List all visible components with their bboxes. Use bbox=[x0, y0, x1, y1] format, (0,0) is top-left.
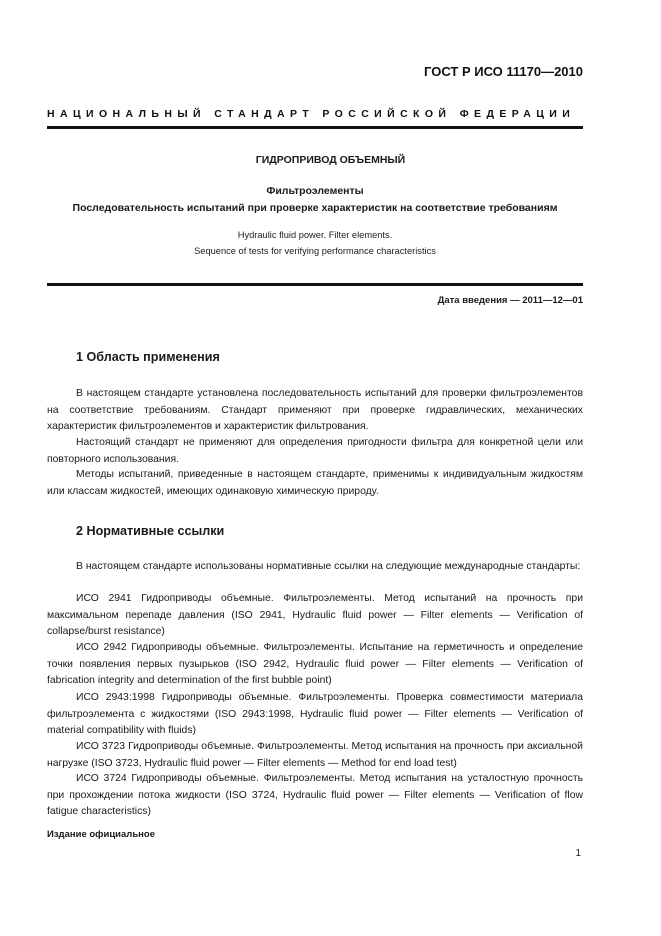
standard-banner: НАЦИОНАЛЬНЫЙ СТАНДАРТ РОССИЙСКОЙ ФЕДЕРАЦИИ bbox=[47, 108, 576, 120]
reference-item: ИСО 3724 Гидроприводы объемные. Фильтроэлементы. Метод испытания на усталостную прочность при прохождении потока жидкости (ISO 3724, Hydraulic fluid power — Filter elements — Verification of flow fatigue characteristics) bbox=[47, 773, 583, 817]
subtitle-line-1: Фильтроэлементы bbox=[266, 185, 364, 197]
english-title bbox=[0, 227, 630, 259]
subtitle-line-2: Последовательность испытаний при проверке характеристик на соответствие требованиям bbox=[72, 202, 558, 214]
effective-date: Дата введения — 2011—12—01 bbox=[437, 295, 583, 306]
edition-label: Издание официальное bbox=[47, 829, 155, 840]
document-subtitle bbox=[0, 183, 630, 217]
english-title-line-1: Hydraulic fluid power. Filter elements. bbox=[237, 230, 393, 240]
english-title-line-2: Sequence of tests for verifying performance characteristics bbox=[194, 246, 436, 256]
top-divider bbox=[47, 126, 583, 129]
reference-item: ИСО 2942 Гидроприводы объемные. Фильтроэлементы. Испытание на герметичность и определение точки появления первых пузырьков (ISO 2942, Hydraulic fluid power — Filter elements — Verification of fabrication integrity and determination of the first bubble point) bbox=[47, 642, 583, 686]
reference-item: ИСО 2941 Гидроприводы объемные. Фильтроэлементы. Метод испытаний на прочность при максимальном перепаде давления (ISO 2941, Hydraulic fluid power — Filter elements — Verification of collapse/burst resistance) bbox=[47, 593, 583, 637]
document-code: ГОСТ Р ИСО 11170—2010 bbox=[424, 64, 583, 79]
title-divider bbox=[47, 283, 583, 286]
section-1-paragraph: В настоящем стандарте установлена последовательность испытаний для проверки фильтроэлементов на соответствие требованиям. Стандарт применяют при проверке гидравлических, механических характеристик фильтроэлементов и характеристик фильтрования. bbox=[47, 388, 583, 432]
document-title: ГИДРОПРИВОД ОБЪЕМНЫЙ bbox=[255, 154, 406, 166]
page-number: 1 bbox=[575, 848, 581, 859]
reference-item: ИСО 2943:1998 Гидроприводы объемные. Фильтроэлементы. Проверка совместимости материала фильтроэлемента с жидкостями (ISO 2943:1998, Hydraulic fluid power — Filter elements — Verification of material compatibility with fluids) bbox=[47, 692, 583, 736]
section-2-heading: 2 Нормативные ссылки bbox=[76, 524, 225, 538]
section-1-paragraph: Настоящий стандарт не применяют для определения пригодности фильтра для конкретной цели или повторного использования. bbox=[47, 437, 583, 465]
section-2-paragraph: В настоящем стандарте использованы нормативные ссылки на следующие международные стандарты: bbox=[76, 561, 581, 572]
section-1-heading: 1 Область применения bbox=[76, 350, 220, 364]
reference-item: ИСО 3723 Гидроприводы объемные. Фильтроэлементы. Метод испытания на прочность при аксиальной нагрузке (ISO 3723, Hydraulic fluid power — Filter elements — Method for end load test) bbox=[47, 741, 583, 769]
section-1-paragraph: Методы испытаний, приведенные в настоящем стандарте, применимы к индивидуальным жидкостям или классам жидкостей, имеющих одинаковую химическую природу. bbox=[47, 469, 583, 497]
